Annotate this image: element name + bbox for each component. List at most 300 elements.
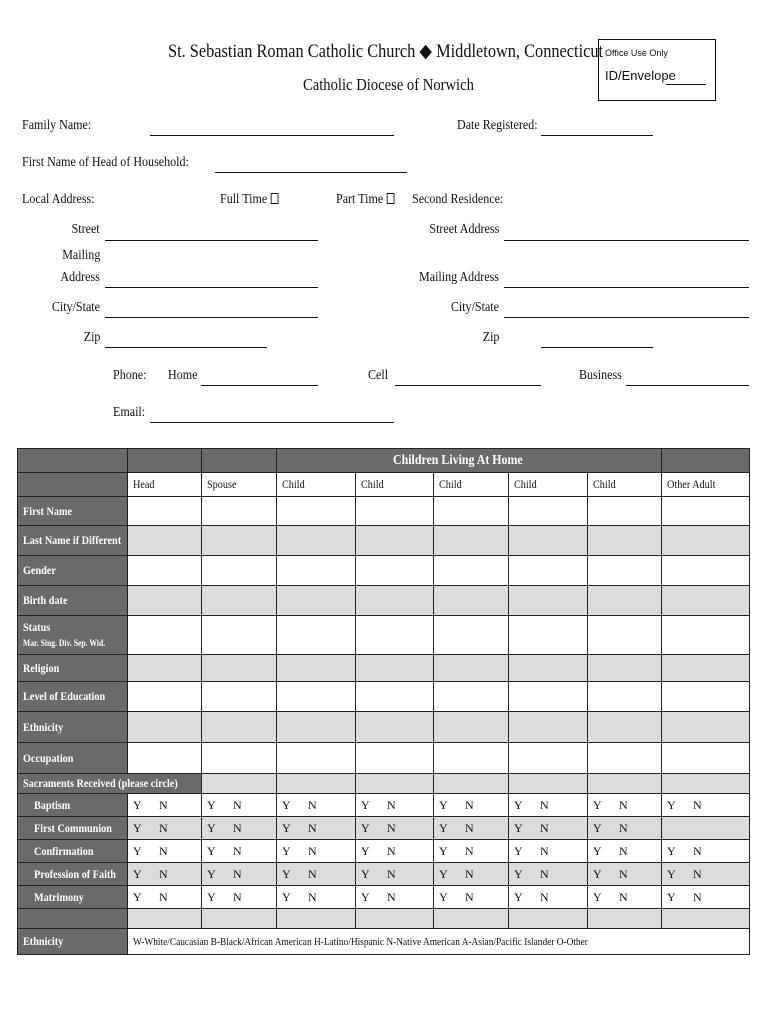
- header-blank-cell: [18, 473, 128, 497]
- email-field[interactable]: [150, 422, 394, 423]
- row-label-text: Occupation: [23, 750, 74, 765]
- phone-label: Phone:: [113, 368, 147, 383]
- entry-cell[interactable]: [356, 655, 434, 682]
- yes-no-cell[interactable]: [588, 817, 662, 840]
- zip-label: Zip: [83, 330, 100, 345]
- yes-option[interactable]: Y: [439, 866, 448, 881]
- city-state-field[interactable]: [105, 317, 318, 318]
- yes-option[interactable]: Y: [133, 797, 142, 812]
- row-label: [18, 526, 128, 556]
- yes-no-cell[interactable]: [434, 817, 509, 840]
- blank-cell: [277, 909, 356, 929]
- row-label: [18, 586, 128, 616]
- row-label: [18, 682, 128, 712]
- yes-option[interactable]: Y: [282, 797, 291, 812]
- no-option[interactable]: N: [465, 843, 474, 858]
- header-blank-cell: [202, 449, 277, 473]
- date-registered-label: Date Registered:: [457, 118, 538, 133]
- no-option[interactable]: N: [233, 889, 242, 904]
- entry-cell[interactable]: [662, 497, 750, 526]
- no-option[interactable]: N: [159, 843, 168, 858]
- yes-no-cell[interactable]: [277, 794, 356, 817]
- entry-cell[interactable]: [128, 586, 202, 616]
- no-option[interactable]: N: [159, 889, 168, 904]
- entry-cell[interactable]: [356, 556, 434, 586]
- mailing-address-label-2: Mailing Address: [419, 270, 499, 285]
- yes-no-cell[interactable]: [509, 863, 588, 886]
- entry-cell[interactable]: [277, 712, 356, 743]
- yes-no-cell[interactable]: [509, 794, 588, 817]
- entry-cell[interactable]: [434, 616, 509, 655]
- part-time-checkbox[interactable]: [387, 193, 395, 204]
- spacer-row: [18, 909, 750, 929]
- entry-cell[interactable]: [128, 655, 202, 682]
- entry-cell[interactable]: [128, 712, 202, 743]
- family-name-label: Family Name:: [22, 118, 92, 133]
- entry-cell[interactable]: [277, 743, 356, 774]
- no-option[interactable]: N: [619, 843, 628, 858]
- entry-cell[interactable]: [434, 586, 509, 616]
- no-option[interactable]: N: [540, 843, 549, 858]
- table-row: [18, 526, 750, 556]
- yes-no-cell[interactable]: [434, 794, 509, 817]
- row-label-text: Birth date: [23, 593, 68, 607]
- entry-cell[interactable]: [356, 682, 434, 712]
- entry-cell[interactable]: [662, 682, 750, 712]
- no-option[interactable]: N: [693, 866, 702, 881]
- yes-no-cell[interactable]: [588, 863, 662, 886]
- full-time-checkbox[interactable]: [271, 193, 279, 204]
- row-label: [18, 655, 128, 682]
- yes-option[interactable]: Y: [133, 820, 142, 835]
- entry-cell[interactable]: [128, 743, 202, 774]
- yes-option[interactable]: Y: [667, 866, 676, 881]
- yes-no-cell[interactable]: [128, 817, 202, 840]
- business-phone-field[interactable]: [626, 385, 749, 386]
- entry-cell[interactable]: [588, 586, 662, 616]
- yes-option[interactable]: Y: [514, 843, 523, 858]
- row-label: [18, 743, 128, 774]
- entry-cell[interactable]: [434, 497, 509, 526]
- street-label: Street: [71, 222, 100, 237]
- entry-cell[interactable]: [662, 586, 750, 616]
- no-option[interactable]: N: [693, 843, 702, 858]
- blank-cell: [434, 909, 509, 929]
- no-option[interactable]: N: [387, 889, 396, 904]
- sacrament-label-text: Confirmation: [34, 843, 94, 858]
- entry-cell[interactable]: [277, 616, 356, 655]
- no-option[interactable]: N: [619, 797, 628, 812]
- entry-cell[interactable]: [509, 743, 588, 774]
- yes-no-cell[interactable]: [662, 840, 750, 863]
- entry-cell[interactable]: [202, 743, 277, 774]
- no-option[interactable]: N: [540, 889, 549, 904]
- part-time-label: Part Time: [336, 192, 384, 207]
- entry-cell[interactable]: [356, 712, 434, 743]
- row-label: [18, 497, 128, 526]
- email-label: Email:: [113, 405, 146, 420]
- entry-cell[interactable]: [509, 682, 588, 712]
- yes-no-cell[interactable]: [277, 886, 356, 909]
- office-use-box: [598, 39, 716, 101]
- no-option[interactable]: N: [465, 820, 474, 835]
- column-title-label: Spouse: [207, 477, 237, 491]
- no-option[interactable]: N: [308, 843, 317, 858]
- no-option[interactable]: N: [308, 866, 317, 881]
- yes-option[interactable]: Y: [514, 820, 523, 835]
- entry-cell[interactable]: [509, 655, 588, 682]
- yes-no-cell[interactable]: [434, 863, 509, 886]
- entry-cell[interactable]: [588, 743, 662, 774]
- no-option[interactable]: N: [540, 866, 549, 881]
- blank-cell: [356, 774, 434, 794]
- yes-option[interactable]: Y: [282, 820, 291, 835]
- entry-cell[interactable]: [128, 497, 202, 526]
- mailing-label: Mailing: [61, 248, 100, 263]
- entry-cell[interactable]: [588, 526, 662, 556]
- yes-no-cell[interactable]: [434, 840, 509, 863]
- yes-no-cell[interactable]: [356, 794, 434, 817]
- yes-option[interactable]: Y: [667, 797, 676, 812]
- yes-option[interactable]: Y: [439, 889, 448, 904]
- yes-no-cell[interactable]: [588, 794, 662, 817]
- no-option[interactable]: N: [233, 797, 242, 812]
- no-option[interactable]: N: [387, 820, 396, 835]
- row-label-text: Religion: [23, 660, 60, 675]
- no-option[interactable]: N: [465, 889, 474, 904]
- zip-field-2[interactable]: [541, 347, 653, 348]
- entry-cell[interactable]: [434, 712, 509, 743]
- yes-option[interactable]: Y: [207, 843, 216, 858]
- full-time-option[interactable]: [220, 192, 278, 208]
- entry-cell[interactable]: [588, 616, 662, 655]
- sacrament-label: [18, 886, 128, 909]
- no-option[interactable]: N: [308, 889, 317, 904]
- children-header-label: Children Living At Home: [392, 452, 523, 468]
- yes-option[interactable]: Y: [282, 889, 291, 904]
- blank-cell: [18, 909, 128, 929]
- row-label: [18, 556, 128, 586]
- mailing-address-field-2[interactable]: [504, 287, 749, 288]
- no-option[interactable]: N: [693, 889, 702, 904]
- no-option[interactable]: N: [465, 797, 474, 812]
- yes-option[interactable]: Y: [361, 820, 370, 835]
- blank-cell: [588, 909, 662, 929]
- yes-option[interactable]: Y: [514, 889, 523, 904]
- header-blank-cell: [18, 449, 128, 473]
- city-state-field-2[interactable]: [504, 317, 749, 318]
- sacrament-label-text: Baptism: [34, 797, 71, 812]
- entry-cell[interactable]: [277, 586, 356, 616]
- street-address-label: Street Address: [429, 222, 499, 237]
- table-row: [18, 616, 750, 655]
- entry-cell[interactable]: [356, 743, 434, 774]
- yes-option[interactable]: Y: [593, 797, 602, 812]
- row-label-text: Status: [23, 620, 51, 634]
- yes-option[interactable]: Y: [282, 843, 291, 858]
- blank-cell: [277, 774, 356, 794]
- column-title-row: [18, 473, 750, 497]
- sacrament-row: [18, 794, 750, 817]
- row-label-text: Level of Education: [23, 689, 106, 703]
- yes-option[interactable]: Y: [439, 797, 448, 812]
- blank-cell: [662, 909, 750, 929]
- column-title-label: Child: [439, 477, 462, 491]
- yes-option[interactable]: Y: [593, 820, 602, 835]
- entry-cell[interactable]: [509, 616, 588, 655]
- row-label: [18, 712, 128, 743]
- sacraments-header-label: Sacraments Received (please circle): [23, 776, 178, 790]
- part-time-option[interactable]: [336, 192, 394, 208]
- yes-option[interactable]: Y: [282, 866, 291, 881]
- yes-no-cell[interactable]: [202, 840, 277, 863]
- no-option[interactable]: N: [233, 866, 242, 881]
- entry-cell[interactable]: [662, 526, 750, 556]
- entry-cell[interactable]: [588, 682, 662, 712]
- entry-cell[interactable]: [509, 586, 588, 616]
- no-option[interactable]: N: [619, 820, 628, 835]
- yes-no-cell[interactable]: [202, 863, 277, 886]
- entry-cell[interactable]: [277, 497, 356, 526]
- entry-cell[interactable]: [202, 556, 277, 586]
- entry-cell[interactable]: [128, 616, 202, 655]
- entry-cell[interactable]: [434, 655, 509, 682]
- yes-no-cell[interactable]: [202, 886, 277, 909]
- yes-no-cell[interactable]: [509, 840, 588, 863]
- no-option[interactable]: N: [233, 820, 242, 835]
- entry-cell[interactable]: [662, 556, 750, 586]
- yes-option[interactable]: Y: [361, 866, 370, 881]
- no-option[interactable]: N: [308, 797, 317, 812]
- entry-cell[interactable]: [202, 655, 277, 682]
- column-title-label: Child: [361, 477, 384, 491]
- blank-cell: [588, 774, 662, 794]
- yes-no-cell[interactable]: [434, 886, 509, 909]
- yes-no-cell[interactable]: [277, 863, 356, 886]
- head-first-name-field[interactable]: [215, 172, 407, 173]
- table-row: [18, 682, 750, 712]
- mailing-address-field[interactable]: [105, 287, 318, 288]
- column-title: [509, 473, 588, 497]
- yes-option[interactable]: Y: [133, 843, 142, 858]
- no-option[interactable]: N: [387, 797, 396, 812]
- entry-cell[interactable]: [277, 526, 356, 556]
- no-option[interactable]: N: [619, 889, 628, 904]
- yes-option[interactable]: Y: [133, 866, 142, 881]
- yes-no-cell[interactable]: [356, 863, 434, 886]
- blank-cell: [128, 909, 202, 929]
- entry-cell[interactable]: [128, 682, 202, 712]
- entry-cell[interactable]: [202, 682, 277, 712]
- zip-field[interactable]: [105, 347, 267, 348]
- yes-option[interactable]: Y: [593, 866, 602, 881]
- column-title-label: Child: [514, 477, 537, 491]
- yes-option[interactable]: Y: [667, 843, 676, 858]
- column-title: [277, 473, 356, 497]
- yes-no-cell[interactable]: [128, 794, 202, 817]
- column-title: [202, 473, 277, 497]
- blank-cell: [509, 909, 588, 929]
- entry-cell[interactable]: [277, 682, 356, 712]
- entry-cell[interactable]: [434, 682, 509, 712]
- no-option[interactable]: N: [387, 843, 396, 858]
- yes-no-cell[interactable]: [662, 863, 750, 886]
- header-blank-cell: [662, 449, 750, 473]
- table-header-row: [18, 449, 750, 473]
- table-row: [18, 586, 750, 616]
- yes-no-cell[interactable]: [662, 886, 750, 909]
- ethnicity-legend-label: [18, 929, 128, 955]
- yes-no-cell[interactable]: [202, 817, 277, 840]
- table-row: [18, 743, 750, 774]
- entry-cell[interactable]: [202, 497, 277, 526]
- yes-option[interactable]: Y: [593, 843, 602, 858]
- table-row: [18, 497, 750, 526]
- entry-cell[interactable]: [588, 655, 662, 682]
- family-name-field[interactable]: [150, 135, 394, 136]
- blank-cell: [509, 774, 588, 794]
- entry-cell[interactable]: [588, 712, 662, 743]
- entry-cell[interactable]: [662, 616, 750, 655]
- no-option[interactable]: N: [159, 797, 168, 812]
- yes-option[interactable]: Y: [514, 797, 523, 812]
- entry-cell[interactable]: [434, 556, 509, 586]
- yes-no-cell[interactable]: [128, 840, 202, 863]
- no-option[interactable]: N: [465, 866, 474, 881]
- sacrament-label: [18, 840, 128, 863]
- local-address-label: Local Address:: [22, 192, 95, 207]
- entry-cell[interactable]: [662, 712, 750, 743]
- zip-label-2: Zip: [482, 330, 499, 345]
- no-option[interactable]: N: [693, 797, 702, 812]
- yes-no-cell[interactable]: [128, 886, 202, 909]
- column-title-label: Other Adult: [667, 477, 716, 491]
- column-title: [434, 473, 509, 497]
- entry-cell[interactable]: [662, 743, 750, 774]
- yes-no-cell[interactable]: [662, 794, 750, 817]
- yes-option[interactable]: Y: [667, 889, 676, 904]
- yes-option[interactable]: Y: [207, 866, 216, 881]
- row-label: [18, 616, 128, 655]
- ethnicity-legend-text: W-White/Caucasian B-Black/African American H-Latino/Hispanic N-Native American A-Asian/Pacific Islander O-Other: [133, 935, 588, 948]
- entry-cell[interactable]: [277, 556, 356, 586]
- entry-cell[interactable]: [202, 712, 277, 743]
- no-option[interactable]: N: [540, 820, 549, 835]
- household-table: [17, 448, 750, 955]
- blank-cell: [356, 909, 434, 929]
- no-option[interactable]: N: [308, 820, 317, 835]
- yes-option[interactable]: Y: [133, 889, 142, 904]
- yes-option[interactable]: Y: [207, 797, 216, 812]
- cell-phone-field[interactable]: [395, 385, 541, 386]
- entry-cell[interactable]: [202, 616, 277, 655]
- yes-no-cell[interactable]: [662, 817, 750, 840]
- entry-cell[interactable]: [588, 556, 662, 586]
- sacrament-label: [18, 863, 128, 886]
- yes-option[interactable]: Y: [514, 866, 523, 881]
- entry-cell[interactable]: [202, 586, 277, 616]
- entry-cell[interactable]: [356, 497, 434, 526]
- second-residence-label: Second Residence:: [412, 192, 504, 207]
- ethnicity-legend: [128, 929, 750, 955]
- date-registered-field[interactable]: [541, 135, 653, 136]
- entry-cell[interactable]: [662, 655, 750, 682]
- no-option[interactable]: N: [387, 866, 396, 881]
- sacrament-label: [18, 817, 128, 840]
- no-option[interactable]: N: [159, 820, 168, 835]
- no-option[interactable]: N: [159, 866, 168, 881]
- home-phone-field[interactable]: [201, 385, 318, 386]
- yes-no-cell[interactable]: [356, 840, 434, 863]
- id-envelope-label: ID/Envelope: [605, 68, 676, 83]
- entry-cell[interactable]: [588, 497, 662, 526]
- blank-cell: [662, 774, 750, 794]
- no-option[interactable]: N: [619, 866, 628, 881]
- column-title: [662, 473, 750, 497]
- yes-no-cell[interactable]: [588, 840, 662, 863]
- table-row: [18, 556, 750, 586]
- id-envelope-field[interactable]: [666, 84, 706, 85]
- blank-cell: [434, 774, 509, 794]
- cell-phone-label: Cell: [368, 368, 389, 383]
- full-time-label: Full Time: [220, 192, 268, 207]
- yes-option[interactable]: Y: [361, 889, 370, 904]
- sacrament-row: [18, 863, 750, 886]
- entry-cell[interactable]: [509, 556, 588, 586]
- yes-no-cell[interactable]: [128, 863, 202, 886]
- yes-no-cell[interactable]: [356, 817, 434, 840]
- status-options: Mar. Sing. Div. Sep. Wid.: [23, 638, 106, 648]
- street-field[interactable]: [105, 240, 318, 241]
- street-address-field[interactable]: [504, 240, 749, 241]
- entry-cell[interactable]: [509, 497, 588, 526]
- entry-cell[interactable]: [509, 526, 588, 556]
- entry-cell[interactable]: [356, 526, 434, 556]
- yes-no-cell[interactable]: [202, 794, 277, 817]
- yes-option[interactable]: Y: [207, 820, 216, 835]
- entry-cell[interactable]: [202, 526, 277, 556]
- row-label-text: Last Name if Different: [23, 533, 122, 547]
- yes-option[interactable]: Y: [593, 889, 602, 904]
- yes-option[interactable]: Y: [207, 889, 216, 904]
- yes-no-cell[interactable]: [277, 817, 356, 840]
- yes-no-cell[interactable]: [509, 886, 588, 909]
- entry-cell[interactable]: [434, 743, 509, 774]
- entry-cell[interactable]: [434, 526, 509, 556]
- head-first-name-label: First Name of Head of Household:: [22, 155, 189, 170]
- yes-no-cell[interactable]: [509, 817, 588, 840]
- entry-cell[interactable]: [509, 712, 588, 743]
- no-option[interactable]: N: [233, 843, 242, 858]
- column-title-label: Head: [133, 477, 155, 491]
- yes-option[interactable]: Y: [439, 820, 448, 835]
- yes-option[interactable]: Y: [361, 843, 370, 858]
- entry-cell[interactable]: [277, 655, 356, 682]
- row-label-text: Ethnicity: [23, 719, 64, 734]
- entry-cell[interactable]: [128, 556, 202, 586]
- yes-option[interactable]: Y: [439, 843, 448, 858]
- entry-cell[interactable]: [356, 616, 434, 655]
- blank-cell: [202, 909, 277, 929]
- yes-option[interactable]: Y: [361, 797, 370, 812]
- yes-no-cell[interactable]: [277, 840, 356, 863]
- blank-cell: [202, 774, 277, 794]
- entry-cell[interactable]: [356, 586, 434, 616]
- no-option[interactable]: N: [540, 797, 549, 812]
- yes-no-cell[interactable]: [588, 886, 662, 909]
- entry-cell[interactable]: [128, 526, 202, 556]
- yes-no-cell[interactable]: [356, 886, 434, 909]
